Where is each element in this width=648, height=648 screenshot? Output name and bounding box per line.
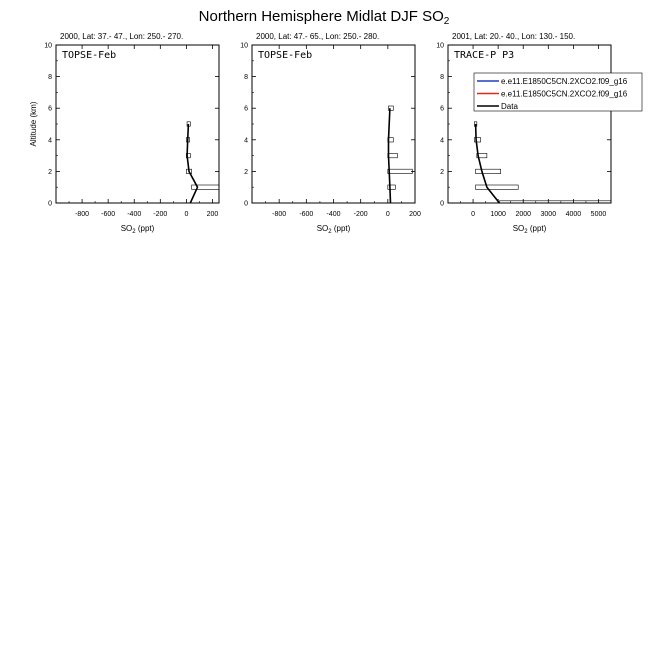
figure-title-subscript: 2 [443, 16, 450, 27]
x-tick-label: 0 [385, 211, 390, 218]
x-tick-label: 200 [409, 211, 421, 218]
x-tick-label: -400 [127, 211, 142, 218]
y-tick-label: 2 [244, 168, 248, 176]
series-line-data [187, 124, 197, 203]
x-tick-label: -600 [299, 211, 314, 218]
figure-title-text: Northern Hemisphere Midlat DJF SO [198, 8, 444, 25]
x-tick-label: -200 [353, 211, 368, 218]
y-tick-label: 10 [436, 42, 444, 50]
y-tick-label: 6 [440, 105, 444, 113]
x-tick-label: 2000 [515, 211, 532, 218]
y-axis-label: Altitude (km) [29, 101, 38, 147]
error-box [476, 185, 519, 189]
y-tick-label: 4 [48, 137, 52, 145]
chart-panel-1 [29, 32, 219, 235]
error-box [192, 185, 219, 189]
x-axis-label: $SO_2$ (ppt) [512, 224, 547, 235]
panel-header: 2000, Lat: 47.- 65., Lon: 250.- 280. [256, 32, 380, 41]
x-tick-label: -200 [153, 211, 168, 218]
y-tick-label: 0 [440, 200, 444, 208]
legend [474, 73, 642, 111]
y-tick-label: 8 [48, 74, 52, 82]
plot-frame [252, 45, 415, 203]
x-tick-label: 4000 [565, 211, 582, 218]
panel-header: 2000, Lat: 37.- 47., Lon: 250.- 270. [60, 32, 184, 41]
y-tick-label: 8 [244, 74, 248, 82]
x-tick-label: 3000 [540, 211, 557, 218]
plot-marks [474, 122, 611, 205]
y-tick-label: 0 [244, 200, 248, 208]
y-tick-label: 0 [48, 200, 52, 208]
campaign-label: TRACE-P P3 [454, 50, 515, 61]
campaign-label: TOPSE-Feb [258, 50, 313, 61]
x-tick-label: 200 [206, 211, 219, 218]
x-tick-label: 5000 [590, 211, 607, 218]
campaign-label: TOPSE-Feb [62, 50, 117, 61]
y-tick-label: 6 [48, 105, 52, 113]
x-axis-label: $SO_2$ (ppt) [316, 224, 351, 235]
error-box [388, 185, 395, 189]
chart-panel-2 [240, 32, 421, 235]
plot-marks [388, 106, 412, 203]
x-tick-label: 0 [471, 211, 476, 218]
panel-header: 2001, Lat: 20.- 40., Lon: 130.- 150. [452, 32, 576, 41]
x-tick-label: 0 [184, 211, 189, 218]
y-tick-label: 4 [440, 137, 444, 145]
y-tick-label: 8 [440, 74, 444, 82]
y-tick-label: 4 [244, 137, 248, 145]
y-tick-label: 10 [240, 42, 248, 50]
x-tick-label: -800 [272, 211, 287, 218]
x-tick-label: -400 [326, 211, 341, 218]
y-tick-label: 10 [44, 42, 52, 50]
x-axis-label: $SO_2$ (ppt) [120, 224, 155, 235]
plot-frame [56, 45, 219, 203]
x-tick-label: -600 [101, 211, 116, 218]
legend-label: e.e11.E1850C5CN.2XCO2.f09_g16 [501, 89, 628, 99]
error-box [476, 169, 501, 173]
legend-label: Data [501, 102, 518, 111]
series-line-data [476, 124, 500, 203]
chart-panel-3 [436, 32, 642, 235]
plot-marks [186, 122, 219, 203]
y-tick-label: 2 [440, 168, 444, 176]
error-box [388, 169, 412, 173]
y-tick-label: 2 [48, 168, 52, 176]
x-tick-label: 1000 [490, 211, 506, 218]
y-tick-label: 6 [244, 105, 248, 113]
plot-frame [448, 45, 611, 203]
legend-label: e.e11.E1850C5CN.2XCO2.f09_g16 [501, 77, 628, 86]
x-tick-label: -800 [75, 211, 90, 218]
series-line-data [389, 108, 391, 203]
